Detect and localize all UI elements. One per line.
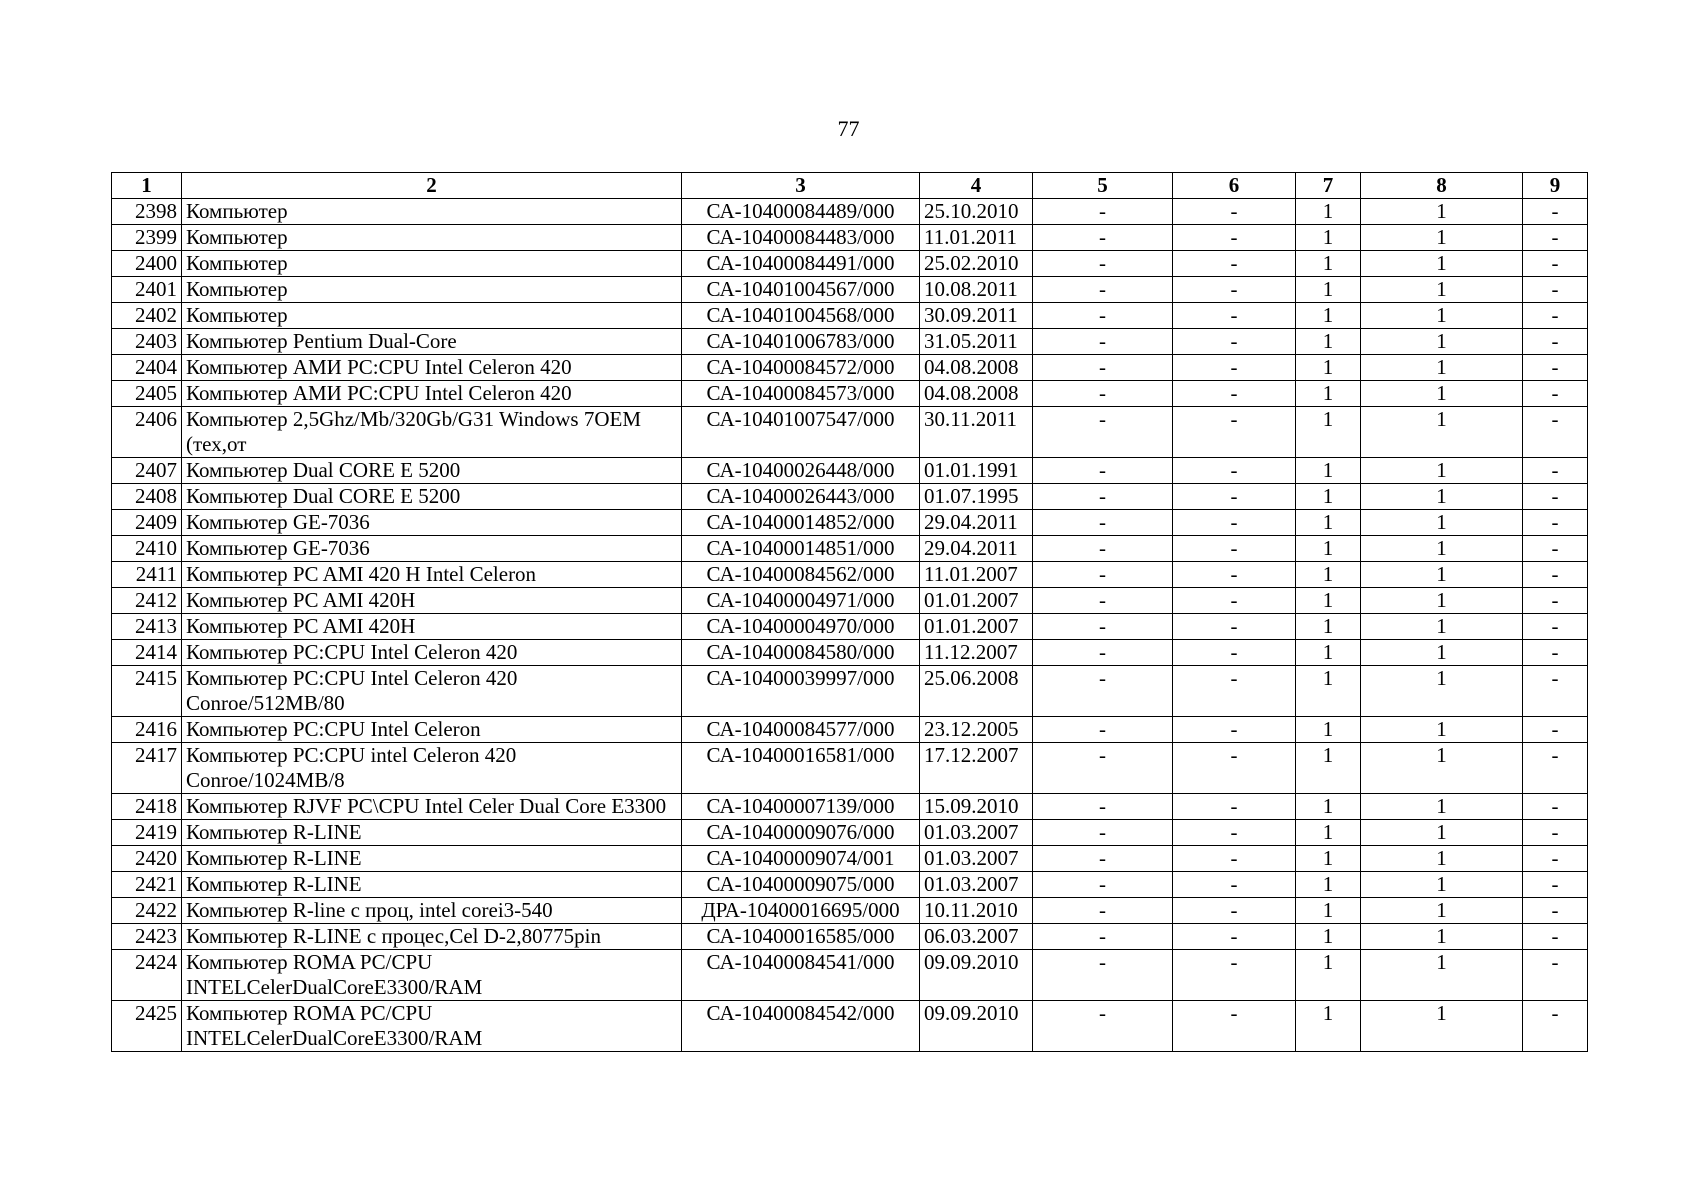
table-row xyxy=(112,484,1588,510)
table-cell: СА-10400084577/000 xyxy=(682,717,920,743)
table-cell: - xyxy=(1033,588,1173,614)
table-cell: - xyxy=(1173,666,1296,717)
table-cell: - xyxy=(1173,458,1296,484)
table-cell: СА-10400084572/000 xyxy=(682,355,920,381)
table-row xyxy=(112,950,1588,1001)
table-cell: 1 xyxy=(1296,355,1361,381)
table-cell: - xyxy=(1523,1001,1588,1052)
table-cell: 1 xyxy=(1296,717,1361,743)
table-cell: - xyxy=(1173,510,1296,536)
table-cell: 1 xyxy=(1296,588,1361,614)
table-row xyxy=(112,820,1588,846)
table-cell: 2400 xyxy=(112,251,182,277)
table-cell: 1 xyxy=(1361,536,1523,562)
table-row xyxy=(112,381,1588,407)
table-cell: - xyxy=(1523,225,1588,251)
table-cell: - xyxy=(1173,277,1296,303)
table-cell: 1 xyxy=(1296,743,1361,794)
table-cell: - xyxy=(1173,407,1296,458)
table-cell: 1 xyxy=(1361,355,1523,381)
table-cell: - xyxy=(1033,614,1173,640)
table-cell: СА-10400026448/000 xyxy=(682,458,920,484)
table-cell: СА-10400016585/000 xyxy=(682,924,920,950)
table-cell: 1 xyxy=(1296,251,1361,277)
table-cell: 1 xyxy=(1296,458,1361,484)
table-cell: - xyxy=(1523,510,1588,536)
table-cell: 25.10.2010 xyxy=(920,199,1033,225)
table-cell: - xyxy=(1033,251,1173,277)
table-cell: - xyxy=(1033,562,1173,588)
table-cell: Компьютер xyxy=(182,199,682,225)
table-cell: - xyxy=(1173,199,1296,225)
table-cell: 1 xyxy=(1296,898,1361,924)
table-cell: СА-10400007139/000 xyxy=(682,794,920,820)
table-cell: 15.09.2010 xyxy=(920,794,1033,820)
table-cell: - xyxy=(1173,872,1296,898)
table-cell: 1 xyxy=(1361,666,1523,717)
table-cell: - xyxy=(1173,1001,1296,1052)
table-cell: СА-10400084562/000 xyxy=(682,562,920,588)
table-cell: 04.08.2008 xyxy=(920,355,1033,381)
table-cell: - xyxy=(1173,381,1296,407)
table-row xyxy=(112,588,1588,614)
page-number: 77 xyxy=(837,116,860,141)
table-cell: - xyxy=(1523,407,1588,458)
table-cell: 1 xyxy=(1361,846,1523,872)
table-cell: 2401 xyxy=(112,277,182,303)
table-cell: 1 xyxy=(1361,277,1523,303)
table-row xyxy=(112,924,1588,950)
table-cell: 29.04.2011 xyxy=(920,536,1033,562)
table-cell: 1 xyxy=(1361,640,1523,666)
table-cell: Компьютер 2,5Ghz/Mb/320Gb/G31 Windows 7OEM (тех,от xyxy=(182,407,682,458)
table-cell: 1 xyxy=(1296,924,1361,950)
table-cell: Компьютер АМИ PC:CPU Intel Celeron 420 xyxy=(182,381,682,407)
table-cell: Компьютер PC:CPU Intel Celeron 420 xyxy=(182,640,682,666)
table-cell: Компьютер АМИ PC:CPU Intel Celeron 420 xyxy=(182,355,682,381)
table-cell: Компьютер R-LINE xyxy=(182,820,682,846)
table-cell: - xyxy=(1523,820,1588,846)
table-row xyxy=(112,251,1588,277)
table-cell: СА-10400084580/000 xyxy=(682,640,920,666)
table-cell: 29.04.2011 xyxy=(920,510,1033,536)
table-cell: - xyxy=(1033,666,1173,717)
table-cell: 1 xyxy=(1361,950,1523,1001)
table-cell: - xyxy=(1523,898,1588,924)
table-row xyxy=(112,536,1588,562)
table-cell: 1 xyxy=(1361,1001,1523,1052)
table-cell: 04.08.2008 xyxy=(920,381,1033,407)
table-cell: 01.01.2007 xyxy=(920,588,1033,614)
table-cell: Компьютер xyxy=(182,303,682,329)
table-cell: - xyxy=(1033,640,1173,666)
table-cell: Компьютер xyxy=(182,251,682,277)
table-cell: - xyxy=(1523,666,1588,717)
table-cell: СА-10400084491/000 xyxy=(682,251,920,277)
table-cell: 1 xyxy=(1296,536,1361,562)
table-cell: - xyxy=(1033,277,1173,303)
table-cell: 1 xyxy=(1361,898,1523,924)
table-cell: 09.09.2010 xyxy=(920,1001,1033,1052)
inventory-table xyxy=(111,172,1588,1052)
table-cell: 2416 xyxy=(112,717,182,743)
table-cell: - xyxy=(1523,355,1588,381)
table-cell: 2404 xyxy=(112,355,182,381)
table-row xyxy=(112,199,1588,225)
column-header: 2 xyxy=(182,173,682,199)
table-cell: - xyxy=(1523,458,1588,484)
table-cell: 2420 xyxy=(112,846,182,872)
table-cell: - xyxy=(1173,588,1296,614)
table-cell: 10.08.2011 xyxy=(920,277,1033,303)
table-cell: 01.03.2007 xyxy=(920,846,1033,872)
table-cell: - xyxy=(1033,329,1173,355)
table-cell: 2422 xyxy=(112,898,182,924)
table-cell: 1 xyxy=(1361,588,1523,614)
table-cell: Компьютер Dual CORE E 5200 xyxy=(182,484,682,510)
table-cell: 1 xyxy=(1361,717,1523,743)
table-cell: - xyxy=(1523,199,1588,225)
table-cell: - xyxy=(1173,329,1296,355)
table-cell: 06.03.2007 xyxy=(920,924,1033,950)
table-cell: 01.07.1995 xyxy=(920,484,1033,510)
table-cell: - xyxy=(1173,536,1296,562)
table-cell: - xyxy=(1173,251,1296,277)
table-cell: 2424 xyxy=(112,950,182,1001)
column-header: 3 xyxy=(682,173,920,199)
table-cell: - xyxy=(1033,536,1173,562)
table-cell: - xyxy=(1173,743,1296,794)
table-cell: СА-10400084489/000 xyxy=(682,199,920,225)
table-cell: 25.02.2010 xyxy=(920,251,1033,277)
table-row xyxy=(112,640,1588,666)
table-cell: СА-10401007547/000 xyxy=(682,407,920,458)
table-cell: Компьютер R-LINE с процес,Cel D-2,80775pin xyxy=(182,924,682,950)
table-cell: 1 xyxy=(1296,820,1361,846)
table-cell: 1 xyxy=(1361,381,1523,407)
table-cell: Компьютер PC AMI 420H xyxy=(182,614,682,640)
table-row xyxy=(112,1001,1588,1052)
table-cell: 1 xyxy=(1361,743,1523,794)
table-cell: 2414 xyxy=(112,640,182,666)
table-cell: - xyxy=(1033,303,1173,329)
table-cell: - xyxy=(1033,199,1173,225)
table-row xyxy=(112,355,1588,381)
table-cell: - xyxy=(1523,872,1588,898)
table-cell: 01.01.1991 xyxy=(920,458,1033,484)
table-cell: 1 xyxy=(1361,303,1523,329)
table-cell: 2398 xyxy=(112,199,182,225)
table-row xyxy=(112,303,1588,329)
table-cell: 1 xyxy=(1361,199,1523,225)
table-row xyxy=(112,666,1588,717)
table-row xyxy=(112,225,1588,251)
table-cell: - xyxy=(1033,355,1173,381)
table-cell: 2425 xyxy=(112,1001,182,1052)
table-cell: - xyxy=(1523,924,1588,950)
table-cell: Компьютер Pentium Dual-Core xyxy=(182,329,682,355)
table-cell: 11.01.2011 xyxy=(920,225,1033,251)
table-cell: 1 xyxy=(1296,407,1361,458)
table-cell: Компьютер ROMA PC/CPU INTELCelerDualCoreE3300/RAM xyxy=(182,1001,682,1052)
table-cell: 1 xyxy=(1361,794,1523,820)
table-cell: - xyxy=(1523,562,1588,588)
table-cell: ДРА-10400016695/000 xyxy=(682,898,920,924)
table-cell: Компьютер PC:CPU Intel Celeron xyxy=(182,717,682,743)
table-cell: 2423 xyxy=(112,924,182,950)
table-cell: 2412 xyxy=(112,588,182,614)
table-cell: СА-10400084541/000 xyxy=(682,950,920,1001)
table-cell: 1 xyxy=(1296,484,1361,510)
table-cell: - xyxy=(1033,846,1173,872)
table-cell: СА-10400009076/000 xyxy=(682,820,920,846)
table-cell: Компьютер GE-7036 xyxy=(182,510,682,536)
table-cell: - xyxy=(1173,614,1296,640)
table-row xyxy=(112,717,1588,743)
table-cell: - xyxy=(1033,1001,1173,1052)
table-cell: СА-10400084542/000 xyxy=(682,1001,920,1052)
table-cell: - xyxy=(1173,484,1296,510)
table-cell: 2402 xyxy=(112,303,182,329)
table-body xyxy=(112,199,1588,1052)
table-cell: - xyxy=(1173,794,1296,820)
table-cell: СА-10400084483/000 xyxy=(682,225,920,251)
table-cell: 2403 xyxy=(112,329,182,355)
table-cell: Компьютер PC:CPU intel Celeron 420 Conroe/1024MB/8 xyxy=(182,743,682,794)
table-cell: - xyxy=(1173,303,1296,329)
table-cell: 2418 xyxy=(112,794,182,820)
table-cell: 1 xyxy=(1296,614,1361,640)
table-cell: 2417 xyxy=(112,743,182,794)
table-cell: Компьютер Dual CORE E 5200 xyxy=(182,458,682,484)
column-header: 6 xyxy=(1173,173,1296,199)
table-cell: СА-10400009074/001 xyxy=(682,846,920,872)
table-cell: 2405 xyxy=(112,381,182,407)
table-cell: 11.01.2007 xyxy=(920,562,1033,588)
header-row xyxy=(112,173,1588,199)
table-cell: 1 xyxy=(1361,562,1523,588)
column-header: 5 xyxy=(1033,173,1173,199)
table-cell: СА-10400014852/000 xyxy=(682,510,920,536)
table-cell: - xyxy=(1033,743,1173,794)
table-cell: 1 xyxy=(1296,510,1361,536)
table-row xyxy=(112,562,1588,588)
table-cell: - xyxy=(1523,303,1588,329)
table-cell: Компьютер xyxy=(182,277,682,303)
table-cell: Компьютер GE-7036 xyxy=(182,536,682,562)
table-row xyxy=(112,872,1588,898)
table-cell: СА-10400016581/000 xyxy=(682,743,920,794)
table-cell: Компьютер PC:CPU Intel Celeron 420 Conroe/512MB/80 xyxy=(182,666,682,717)
table-cell: СА-10400014851/000 xyxy=(682,536,920,562)
table-cell: Компьютер R-line с проц, intel corei3-540 xyxy=(182,898,682,924)
table-cell: 23.12.2005 xyxy=(920,717,1033,743)
table-cell: СА-10400004970/000 xyxy=(682,614,920,640)
table-cell: 1 xyxy=(1296,846,1361,872)
table-cell: 1 xyxy=(1361,329,1523,355)
column-header: 9 xyxy=(1523,173,1588,199)
table-cell: - xyxy=(1523,950,1588,1001)
table-cell: - xyxy=(1033,510,1173,536)
table-cell: Компьютер R-LINE xyxy=(182,846,682,872)
column-header: 1 xyxy=(112,173,182,199)
table-cell: 1 xyxy=(1296,381,1361,407)
table-cell: 01.03.2007 xyxy=(920,872,1033,898)
table-cell: 1 xyxy=(1296,950,1361,1001)
table-cell: СА-10400084573/000 xyxy=(682,381,920,407)
table-cell: 2410 xyxy=(112,536,182,562)
table-cell: 2406 xyxy=(112,407,182,458)
table-row xyxy=(112,510,1588,536)
table-cell: Компьютер xyxy=(182,225,682,251)
table-cell: Компьютер R-LINE xyxy=(182,872,682,898)
table-cell: 11.12.2007 xyxy=(920,640,1033,666)
table-cell: - xyxy=(1523,329,1588,355)
table-cell: - xyxy=(1033,872,1173,898)
table-row xyxy=(112,614,1588,640)
table-cell: - xyxy=(1523,846,1588,872)
table-cell: 30.11.2011 xyxy=(920,407,1033,458)
table-cell: - xyxy=(1173,820,1296,846)
table-cell: 30.09.2011 xyxy=(920,303,1033,329)
table-cell: - xyxy=(1173,355,1296,381)
table-cell: - xyxy=(1523,640,1588,666)
table-cell: - xyxy=(1033,898,1173,924)
table-cell: - xyxy=(1033,458,1173,484)
table-cell: - xyxy=(1523,251,1588,277)
table-cell: - xyxy=(1033,381,1173,407)
table-cell: 1 xyxy=(1361,614,1523,640)
table-cell: СА-10400026443/000 xyxy=(682,484,920,510)
table-cell: 1 xyxy=(1361,924,1523,950)
table-row xyxy=(112,846,1588,872)
table-cell: 10.11.2010 xyxy=(920,898,1033,924)
table-cell: - xyxy=(1523,484,1588,510)
table-cell: Компьютер RJVF PC\CPU Intel Celer Dual Core E3300 xyxy=(182,794,682,820)
table-cell: - xyxy=(1523,717,1588,743)
table-cell: - xyxy=(1033,484,1173,510)
table-cell: СА-10400009075/000 xyxy=(682,872,920,898)
table-row xyxy=(112,407,1588,458)
table-cell: Компьютер PC AMI 420 H Intel Celeron xyxy=(182,562,682,588)
table-cell: Компьютер PC AMI 420H xyxy=(182,588,682,614)
table-cell: - xyxy=(1523,588,1588,614)
table-row xyxy=(112,277,1588,303)
table-cell: - xyxy=(1033,225,1173,251)
table-cell: - xyxy=(1173,846,1296,872)
table-cell: 1 xyxy=(1296,562,1361,588)
table-cell: 1 xyxy=(1361,872,1523,898)
table-cell: - xyxy=(1523,381,1588,407)
table-cell: - xyxy=(1033,407,1173,458)
table-row xyxy=(112,898,1588,924)
table-cell: СА-10401006783/000 xyxy=(682,329,920,355)
column-header: 7 xyxy=(1296,173,1361,199)
table-cell: 2407 xyxy=(112,458,182,484)
table-cell: - xyxy=(1173,950,1296,1001)
table-cell: - xyxy=(1173,562,1296,588)
table-cell: 31.05.2011 xyxy=(920,329,1033,355)
table-cell: 1 xyxy=(1296,794,1361,820)
table-cell: 1 xyxy=(1361,484,1523,510)
table-cell: 1 xyxy=(1361,407,1523,458)
table-cell: - xyxy=(1523,277,1588,303)
table-cell: - xyxy=(1173,898,1296,924)
table-cell: 1 xyxy=(1296,303,1361,329)
table-cell: - xyxy=(1173,924,1296,950)
column-header: 4 xyxy=(920,173,1033,199)
table-cell: 01.03.2007 xyxy=(920,820,1033,846)
table-cell: Компьютер ROMA PC/CPU INTELCelerDualCoreE3300/RAM xyxy=(182,950,682,1001)
table-cell: 09.09.2010 xyxy=(920,950,1033,1001)
table-cell: 1 xyxy=(1361,225,1523,251)
table-cell: 1 xyxy=(1296,277,1361,303)
table-cell: - xyxy=(1033,820,1173,846)
table-cell: 2409 xyxy=(112,510,182,536)
table-cell: СА-10401004568/000 xyxy=(682,303,920,329)
table-row xyxy=(112,794,1588,820)
table-cell: - xyxy=(1033,950,1173,1001)
table-cell: - xyxy=(1523,743,1588,794)
table-cell: - xyxy=(1173,717,1296,743)
table-cell: 2415 xyxy=(112,666,182,717)
table-cell: 1 xyxy=(1296,640,1361,666)
table-cell: 2408 xyxy=(112,484,182,510)
table-cell: 1 xyxy=(1296,199,1361,225)
column-header: 8 xyxy=(1361,173,1523,199)
table-cell: СА-10400004971/000 xyxy=(682,588,920,614)
table-cell: - xyxy=(1523,794,1588,820)
table-cell: 1 xyxy=(1296,329,1361,355)
table-cell: 2411 xyxy=(112,562,182,588)
table-cell: 1 xyxy=(1296,225,1361,251)
table-cell: - xyxy=(1033,924,1173,950)
table-cell: 1 xyxy=(1296,1001,1361,1052)
table-row xyxy=(112,458,1588,484)
table-row xyxy=(112,743,1588,794)
table-cell: - xyxy=(1173,225,1296,251)
table-cell: СА-10400039997/000 xyxy=(682,666,920,717)
table-cell: 2413 xyxy=(112,614,182,640)
table-cell: 01.01.2007 xyxy=(920,614,1033,640)
table-cell: 2421 xyxy=(112,872,182,898)
table-row xyxy=(112,329,1588,355)
table-cell: - xyxy=(1173,640,1296,666)
table-cell: 2419 xyxy=(112,820,182,846)
table-cell: СА-10401004567/000 xyxy=(682,277,920,303)
table-cell: 1 xyxy=(1296,872,1361,898)
table-cell: 1 xyxy=(1361,510,1523,536)
table-cell: - xyxy=(1523,614,1588,640)
table-cell: 17.12.2007 xyxy=(920,743,1033,794)
table-cell: 2399 xyxy=(112,225,182,251)
table-cell: - xyxy=(1033,717,1173,743)
table-cell: - xyxy=(1033,794,1173,820)
table-cell: - xyxy=(1523,536,1588,562)
table-cell: 1 xyxy=(1296,666,1361,717)
table-cell: 1 xyxy=(1361,251,1523,277)
table-cell: 1 xyxy=(1361,458,1523,484)
table-cell: 1 xyxy=(1361,820,1523,846)
table-cell: 25.06.2008 xyxy=(920,666,1033,717)
